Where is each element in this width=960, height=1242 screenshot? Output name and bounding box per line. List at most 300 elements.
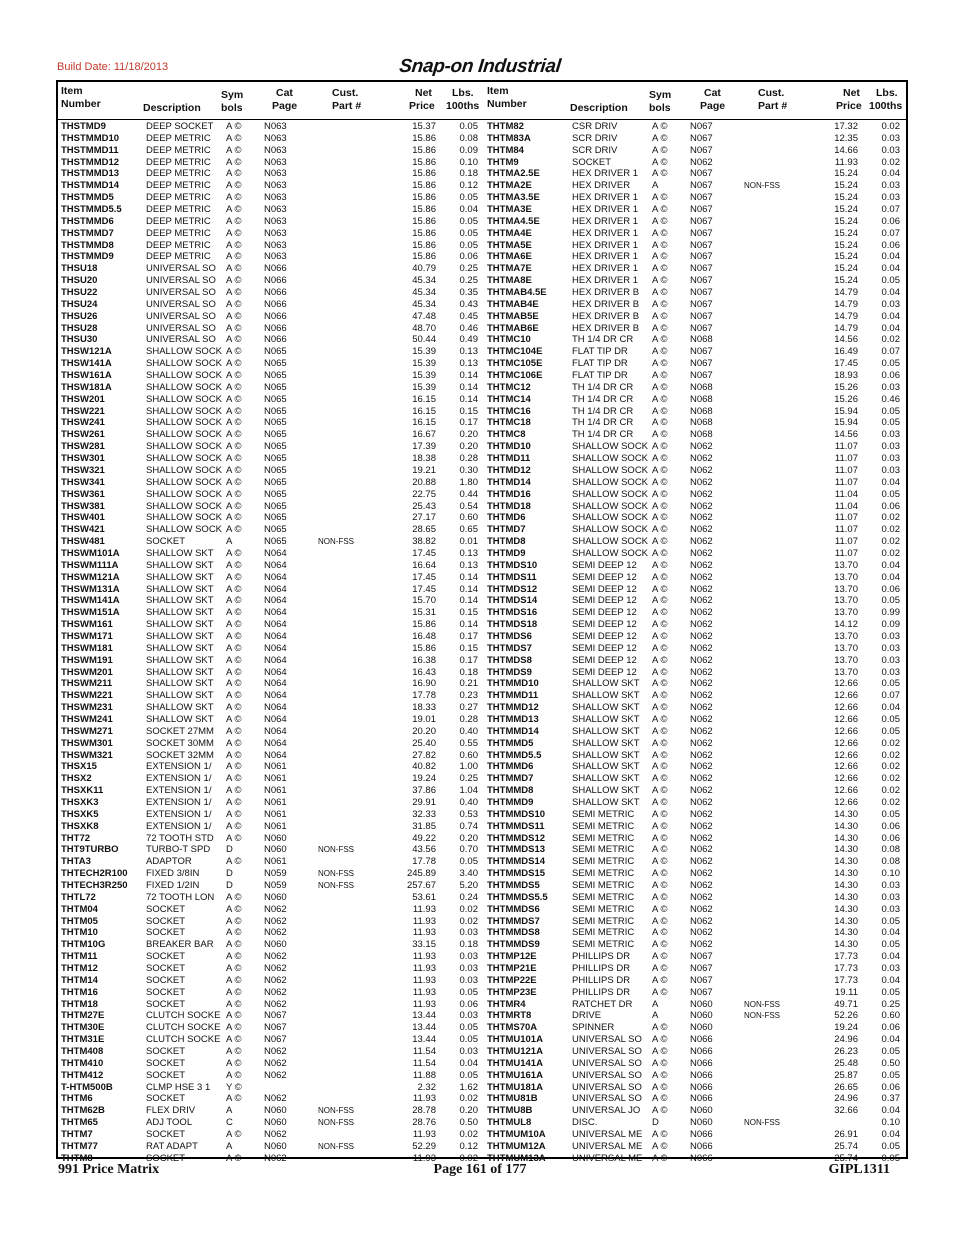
description: FLEX DRIV — [146, 1105, 196, 1117]
table-row — [484, 785, 906, 797]
symbols: A © — [652, 536, 668, 548]
cat-page: N067 — [690, 974, 713, 986]
net-price: 11.93 — [834, 156, 858, 168]
lbs: 0.05 — [459, 1069, 478, 1081]
symbols: A © — [652, 773, 668, 785]
description: TURBO-T SPD — [146, 844, 211, 856]
cust-part: NON-FSS — [318, 537, 354, 547]
cat-page: N062 — [690, 642, 713, 654]
item-number: THSW221 — [61, 405, 105, 417]
net-price: 12.66 — [834, 678, 858, 690]
description: SHALLOW SOCK — [146, 346, 223, 358]
symbols: A © — [652, 796, 668, 808]
symbols: A © — [226, 204, 242, 216]
header-bols: bols — [649, 102, 671, 114]
header-100ths: 100ths — [446, 100, 480, 112]
description: SOCKET 30MM — [146, 737, 214, 749]
lbs: 0.03 — [881, 630, 900, 642]
lbs: 0.04 — [881, 927, 900, 939]
table-row — [58, 1010, 484, 1022]
cat-page: N062 — [690, 464, 713, 476]
lbs: 0.25 — [459, 773, 478, 785]
symbols: A © — [652, 215, 668, 227]
header-item: Item — [487, 85, 509, 97]
table-row — [58, 667, 484, 679]
lbs: 0.20 — [459, 441, 478, 453]
item-number: THSXK5 — [61, 808, 99, 820]
symbols: A © — [226, 500, 242, 512]
table-row — [484, 1058, 906, 1070]
lbs: 0.14 — [459, 595, 478, 607]
symbols: A © — [652, 844, 668, 856]
net-price: 11.54 — [412, 1057, 436, 1069]
item-number: THTM77 — [61, 1140, 98, 1152]
description: UNIVERSAL SO — [572, 1093, 642, 1105]
table-row — [484, 892, 906, 904]
description: SHALLOW SKT — [572, 678, 640, 690]
table-row — [484, 501, 906, 513]
table-row — [484, 584, 906, 596]
table-row — [484, 275, 906, 287]
symbols: A © — [226, 915, 242, 927]
lbs: 0.06 — [881, 1081, 900, 1093]
lbs: 0.05 — [459, 121, 478, 132]
item-number: THSWM161 — [61, 619, 113, 631]
item-number: THSWM211 — [61, 678, 113, 690]
lbs: 0.04 — [881, 559, 900, 571]
cat-page: N065 — [264, 488, 287, 500]
net-price: 17.73 — [834, 963, 858, 975]
item-number: THTMD18 — [487, 500, 531, 512]
table-row — [58, 631, 484, 643]
net-price: 19.24 — [834, 1022, 858, 1034]
cust-part: NON-FSS — [744, 999, 780, 1009]
net-price: 20.88 — [412, 476, 436, 488]
table-row — [58, 643, 484, 655]
symbols: A © — [226, 239, 242, 251]
item-number: THSU26 — [61, 310, 98, 322]
item-number: THT72 — [61, 832, 91, 844]
description: HEX DRIVER 1 — [572, 275, 638, 287]
table-row — [484, 394, 906, 406]
cat-page: N062 — [690, 488, 713, 500]
cat-page: N062 — [690, 666, 713, 678]
description: SEMI DEEP 12 — [572, 559, 637, 571]
lbs: 0.03 — [881, 441, 900, 453]
item-number: THSW361 — [61, 488, 105, 500]
net-price: 14.79 — [834, 310, 858, 322]
lbs: 0.50 — [459, 1117, 478, 1129]
cat-page: N062 — [264, 903, 287, 915]
lbs: 0.14 — [459, 393, 478, 405]
lbs: 0.20 — [459, 832, 478, 844]
cat-page: N062 — [690, 891, 713, 903]
item-number: THSW401 — [61, 512, 105, 524]
table-row — [58, 1093, 484, 1105]
description: SHALLOW SKT — [146, 642, 214, 654]
description: SHALLOW SOCK — [146, 488, 223, 500]
item-number: THTM30E — [61, 1022, 105, 1034]
description: SOCKET — [146, 1069, 186, 1081]
lbs: 0.25 — [881, 998, 900, 1010]
item-number: THSTMMD13 — [61, 168, 120, 180]
symbols: A © — [226, 986, 242, 998]
header-item: Item — [61, 85, 83, 97]
symbols: A © — [226, 346, 242, 358]
header-price: Price — [836, 100, 862, 112]
net-price: 27.17 — [412, 512, 436, 524]
description: DISC. — [572, 1117, 598, 1129]
symbols: D — [226, 844, 233, 856]
description: SHALLOW SKT — [146, 547, 214, 559]
description: FLAT TIP DR — [572, 358, 628, 370]
item-number: THSTMMD14 — [61, 180, 120, 192]
item-number: THTM6 — [61, 1093, 93, 1105]
lbs: 0.02 — [881, 737, 900, 749]
cat-page: N067 — [690, 239, 713, 251]
lbs: 0.13 — [459, 547, 478, 559]
symbols: A © — [652, 287, 668, 299]
net-price: 15.94 — [834, 417, 858, 429]
symbols: A © — [226, 891, 242, 903]
lbs: 0.04 — [881, 310, 900, 322]
net-price: 13.70 — [834, 654, 858, 666]
net-price: 14.30 — [834, 844, 858, 856]
table-row — [58, 1058, 484, 1070]
table-row — [484, 406, 906, 418]
description: SHALLOW SOCK — [572, 476, 649, 488]
net-price: 15.86 — [412, 239, 436, 251]
description: UNIVERSAL SO — [146, 275, 216, 287]
description: SOCKET — [572, 156, 612, 168]
net-price: 28.65 — [412, 524, 436, 536]
item-number: THTMC16 — [487, 405, 531, 417]
description: SHALLOW SKT — [146, 666, 214, 678]
table-row — [58, 299, 484, 311]
cat-page: N068 — [690, 405, 713, 417]
description: SEMI METRIC — [572, 820, 635, 832]
description: SHALLOW SOCK — [146, 358, 223, 370]
item-number: THTMMDS5 — [487, 880, 540, 891]
table-row — [58, 619, 484, 631]
lbs: 0.20 — [459, 429, 478, 441]
net-price: 15.24 — [834, 168, 858, 180]
item-number: THSTMMD10 — [61, 132, 120, 144]
net-price: 38.82 — [412, 536, 436, 548]
symbols: A © — [652, 927, 668, 939]
net-price: 13.44 — [412, 1034, 436, 1046]
table-row — [58, 1105, 484, 1117]
table-row — [484, 761, 906, 773]
item-number: THTMC18 — [487, 417, 531, 429]
cat-page: N059 — [264, 868, 287, 880]
cat-page: N067 — [690, 121, 713, 132]
table-row — [484, 1046, 906, 1058]
lbs: 0.03 — [881, 144, 900, 156]
lbs: 0.14 — [459, 381, 478, 393]
symbols: A © — [652, 951, 668, 963]
lbs: 0.05 — [881, 713, 900, 725]
item-number: THTMMD5.5 — [487, 749, 542, 761]
net-price: 15.26 — [834, 393, 858, 405]
item-number: THTMC104E — [487, 346, 543, 358]
net-price: 12.66 — [834, 713, 858, 725]
table-row — [484, 1129, 906, 1141]
lbs: 0.07 — [881, 204, 900, 216]
item-number: THTMMDS7 — [487, 915, 540, 927]
description: SHALLOW SKT — [146, 619, 214, 631]
symbols: A © — [226, 690, 242, 702]
lbs: 0.05 — [459, 239, 478, 251]
description: SCR DRIV — [572, 132, 618, 144]
net-price: 13.70 — [834, 595, 858, 607]
net-price: 25.40 — [412, 737, 436, 749]
header-100ths: 100ths — [869, 100, 903, 112]
net-price: 14.30 — [834, 891, 858, 903]
description: SOCKET — [146, 951, 186, 963]
cat-page: N064 — [264, 666, 287, 678]
cat-page: N066 — [690, 1140, 713, 1152]
description: SOCKET — [146, 915, 186, 927]
net-price: 32.33 — [412, 808, 436, 820]
net-price: 15.24 — [834, 227, 858, 239]
item-number: THTMDS8 — [487, 654, 532, 666]
description: SEMI METRIC — [572, 903, 635, 915]
table-row — [484, 951, 906, 963]
symbols: A © — [652, 820, 668, 832]
net-price: 45.34 — [412, 287, 436, 299]
table-row — [58, 1070, 484, 1082]
description: SHALLOW SKT — [146, 713, 214, 725]
description: SOCKET — [146, 903, 186, 915]
net-price: 18.38 — [412, 453, 436, 465]
table-row — [58, 999, 484, 1011]
description: UNIVERSAL SO — [146, 334, 216, 346]
brand-logo: Snap-on Industrial — [398, 56, 562, 77]
description: SCR DRIV — [572, 144, 618, 156]
lbs: 0.17 — [459, 654, 478, 666]
header-part: Part # — [332, 100, 362, 112]
description: SHALLOW SKT — [146, 571, 214, 583]
cat-page: N065 — [264, 429, 287, 441]
symbols: A © — [652, 1057, 668, 1069]
table-row — [484, 643, 906, 655]
symbols: A © — [226, 702, 242, 714]
description: HEX DRIVER 1 — [572, 239, 638, 251]
symbols: A © — [226, 808, 242, 820]
lbs: 0.07 — [881, 346, 900, 358]
table-row — [484, 738, 906, 750]
table-row — [58, 370, 484, 382]
item-number: THTMUL8 — [487, 1117, 532, 1129]
description: SHALLOW SOCK — [572, 547, 649, 559]
item-number: THTMU101A — [487, 1034, 543, 1046]
symbols: A © — [226, 168, 242, 180]
lbs: 0.04 — [459, 1057, 478, 1069]
net-price: 52.26 — [834, 1010, 858, 1022]
item-number: THTM8 — [61, 1152, 93, 1164]
description: ADJ TOOL — [146, 1117, 193, 1129]
description: SHALLOW SOCK — [146, 476, 223, 488]
symbols: A © — [226, 713, 242, 725]
table-row — [58, 168, 484, 180]
description: DEEP METRIC — [146, 239, 211, 251]
cat-page: N067 — [690, 215, 713, 227]
header-description: Description — [143, 102, 201, 114]
item-number: THSW301 — [61, 453, 105, 465]
cat-page: N067 — [690, 298, 713, 310]
symbols: A © — [652, 464, 668, 476]
description: SHALLOW SOCK — [146, 393, 223, 405]
item-number: THTMMDS9 — [487, 939, 540, 951]
item-number: THTECH2R100 — [61, 868, 128, 880]
description: 72 TOOTH LON — [146, 891, 215, 903]
symbols: A © — [226, 310, 242, 322]
item-number: T-HTM500B — [61, 1081, 113, 1093]
lbs: 0.02 — [881, 536, 900, 548]
lbs: 0.06 — [881, 215, 900, 227]
lbs: 0.05 — [881, 488, 900, 500]
description: SEMI DEEP 12 — [572, 607, 637, 619]
item-number: THTMMDS6 — [487, 903, 540, 915]
cat-page: N065 — [264, 405, 287, 417]
cust-part: NON-FSS — [318, 845, 354, 855]
net-price: 11.07 — [834, 453, 858, 465]
description: UNIVERSAL SO — [146, 322, 216, 334]
item-number: THTMMD13 — [487, 713, 539, 725]
item-number: THSW421 — [61, 524, 105, 536]
symbols: A © — [652, 275, 668, 287]
table-row — [484, 441, 906, 453]
cat-page: N067 — [690, 168, 713, 180]
net-price: 45.34 — [412, 275, 436, 287]
item-number: THTMMD5 — [487, 737, 534, 749]
table-row — [484, 856, 906, 868]
lbs: 1.62 — [459, 1081, 478, 1093]
symbols: A © — [652, 761, 668, 773]
table-row — [484, 465, 906, 477]
lbs: 0.05 — [459, 227, 478, 239]
symbols: A — [652, 998, 659, 1010]
table-row — [484, 548, 906, 560]
item-number: THTMD16 — [487, 488, 531, 500]
item-number: THSWM191 — [61, 654, 113, 666]
cat-page: N062 — [264, 951, 287, 963]
lbs: 0.04 — [881, 287, 900, 299]
net-price: 15.39 — [412, 381, 436, 393]
item-number: THTMS70A — [487, 1022, 538, 1034]
item-number: THSWM181 — [61, 642, 113, 654]
description: DEEP METRIC — [146, 156, 211, 168]
item-number: THTMD6 — [487, 512, 526, 524]
description: DEEP METRIC — [146, 132, 211, 144]
description: SOCKET — [146, 1152, 186, 1164]
table-row — [58, 560, 484, 572]
net-price: 15.86 — [412, 132, 436, 144]
description: SPINNER — [572, 1022, 615, 1034]
item-number: THSWM131A — [61, 583, 120, 595]
cat-page: N062 — [690, 536, 713, 548]
item-number: THTMD8 — [487, 536, 526, 548]
cat-page: N060 — [264, 844, 287, 856]
symbols: A © — [226, 725, 242, 737]
description: SEMI METRIC — [572, 868, 635, 880]
description: SOCKET — [146, 1057, 186, 1069]
description: CLMP HSE 3 1 — [146, 1081, 211, 1093]
description: SHALLOW SKT — [146, 630, 214, 642]
cat-page: N066 — [264, 310, 287, 322]
net-price: 11.93 — [412, 974, 436, 986]
lbs: 0.37 — [881, 1093, 900, 1105]
symbols: A © — [652, 144, 668, 156]
symbols: A © — [226, 156, 242, 168]
lbs: 0.24 — [459, 891, 478, 903]
lbs: 0.27 — [459, 702, 478, 714]
lbs: 0.02 — [459, 915, 478, 927]
net-price: 43.56 — [412, 844, 436, 856]
symbols: A © — [226, 132, 242, 144]
item-number: THSU18 — [61, 263, 98, 275]
cat-page: N062 — [264, 998, 287, 1010]
net-price: 14.30 — [834, 880, 858, 891]
symbols: A © — [226, 1010, 242, 1022]
net-price: 11.93 — [412, 927, 436, 939]
net-price: 15.86 — [412, 251, 436, 263]
lbs: 0.02 — [881, 524, 900, 536]
description: SHALLOW SOCK — [572, 453, 649, 465]
item-number: THSTMMD7 — [61, 227, 114, 239]
item-number: THTMR4 — [487, 998, 526, 1010]
description: SHALLOW SOCK — [146, 512, 223, 524]
cat-page: N063 — [264, 132, 287, 144]
lbs: 0.06 — [881, 370, 900, 382]
header-sym: Sym — [221, 89, 244, 101]
description: CSR DRIV — [572, 121, 618, 132]
symbols: A © — [652, 891, 668, 903]
cat-page: N063 — [264, 215, 287, 227]
symbols: A — [652, 180, 659, 192]
cat-page: N062 — [264, 1046, 287, 1058]
description: UNIVERSAL SO — [572, 1081, 642, 1093]
description: TH 1/4 DR CR — [572, 405, 634, 417]
lbs: 0.40 — [459, 796, 478, 808]
net-price: 15.86 — [412, 227, 436, 239]
cat-page: N062 — [264, 1057, 287, 1069]
cat-page: N062 — [690, 903, 713, 915]
lbs: 0.04 — [881, 168, 900, 180]
header-description: Description — [570, 102, 628, 114]
cat-page: N066 — [264, 334, 287, 346]
net-price: 15.70 — [412, 595, 436, 607]
table-row — [484, 216, 906, 228]
symbols: A © — [226, 856, 242, 868]
symbols: A © — [226, 275, 242, 287]
net-price: 14.30 — [834, 915, 858, 927]
item-number: THTM31E — [61, 1034, 105, 1046]
cat-page: N067 — [690, 986, 713, 998]
symbols: A © — [226, 453, 242, 465]
table-row — [484, 168, 906, 180]
table-row — [484, 631, 906, 643]
description: SHALLOW SKT — [146, 678, 214, 690]
description: UNIVERSAL JO — [572, 1105, 641, 1117]
symbols: A © — [226, 144, 242, 156]
symbols: A © — [652, 583, 668, 595]
cat-page: N066 — [690, 1046, 713, 1058]
description: HEX DRIVER 1 — [572, 263, 638, 275]
item-number: THSU24 — [61, 298, 98, 310]
description: SOCKET — [146, 986, 186, 998]
